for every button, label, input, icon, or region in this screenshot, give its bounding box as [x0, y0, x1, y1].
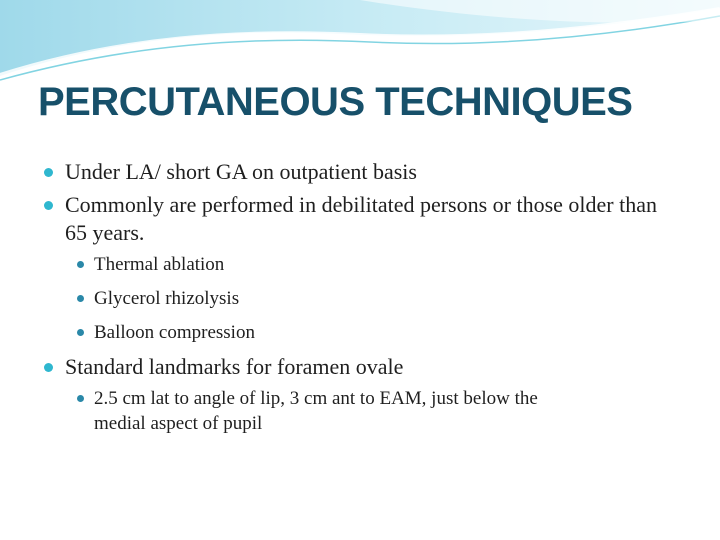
sub-bullet-dot-icon	[77, 395, 84, 402]
bullet-dot-icon	[44, 201, 53, 210]
bullet-dot-icon	[44, 168, 53, 177]
sub-bullet-item	[77, 320, 684, 345]
header-wave-decoration	[0, 0, 720, 90]
sub-bullet-text: 2.5 cm lat to angle of lip, 3 cm ant to EAM, just below the medial aspect of pupil	[94, 388, 538, 434]
bullet-item	[44, 353, 684, 381]
bullet-list	[44, 158, 684, 445]
sub-bullet-dot-icon	[77, 261, 84, 268]
bullet-dot-icon	[44, 363, 53, 372]
bullet-text: Under LA/ short GA on outpatient basis	[65, 159, 417, 184]
bullet-item	[44, 191, 684, 247]
sub-bullet-item	[77, 386, 564, 436]
sub-bullet-item	[77, 286, 684, 311]
sub-bullet-text: Thermal ablation	[94, 254, 225, 275]
sub-bullet-dot-icon	[77, 295, 84, 302]
sub-bullet-text: Glycerol rhizolysis	[94, 288, 240, 309]
sub-bullet-text: Balloon compression	[94, 322, 255, 343]
sub-bullet-dot-icon	[77, 329, 84, 336]
bullet-text: Standard landmarks for foramen ovale	[65, 354, 404, 379]
bullet-item	[44, 158, 684, 186]
sub-bullet-item	[77, 252, 684, 277]
bullet-text: Commonly are performed in debilitated persons or those older than 65 years.	[65, 192, 658, 245]
slide-title: PERCUTANEOUS TECHNIQUES	[38, 80, 633, 124]
